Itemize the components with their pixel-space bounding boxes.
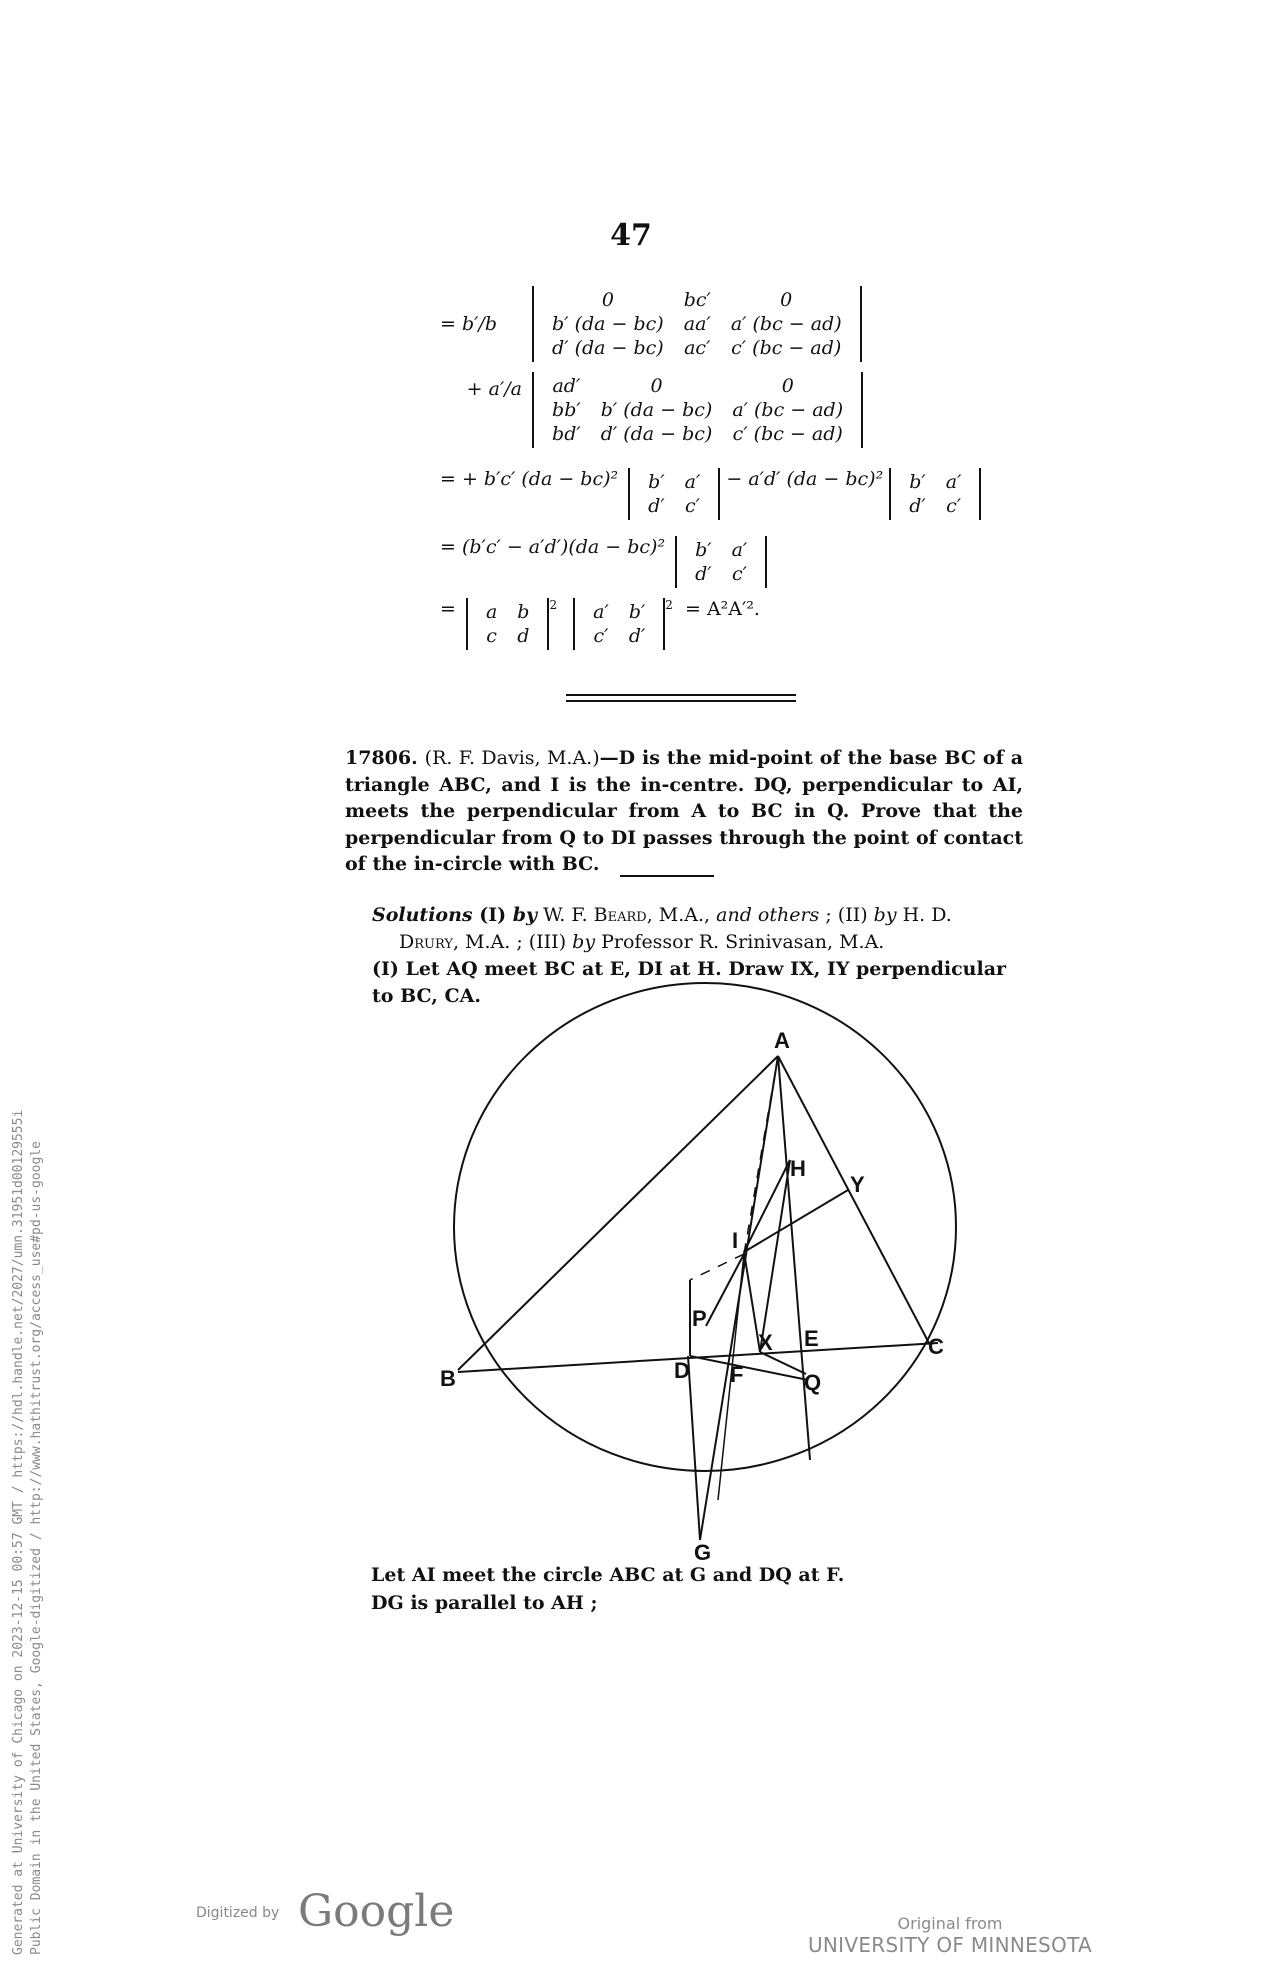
solution-numeral: (I) bbox=[472, 904, 513, 926]
by-word: by bbox=[873, 904, 897, 926]
equation-result: = A²A′². bbox=[684, 598, 760, 620]
label-a: A bbox=[774, 1028, 790, 1053]
matrix-cell: d′ bbox=[909, 495, 926, 517]
matrix-cell: 0 bbox=[601, 289, 614, 311]
matrix-cell: b′ (da − bc) bbox=[552, 313, 664, 335]
label-e: E bbox=[804, 1326, 819, 1351]
solver-name: W. F. Beard, M.A., bbox=[537, 904, 717, 926]
label-p: P bbox=[692, 1306, 707, 1331]
and-others: and others bbox=[716, 904, 820, 926]
matrix-cell: d′ (da − bc) bbox=[600, 423, 713, 445]
solutions-label: Solutions bbox=[372, 904, 473, 926]
equation-prefix: = b′/b bbox=[440, 313, 497, 335]
matrix-cell: 0 bbox=[781, 375, 794, 397]
solution-numeral: ; (II) bbox=[819, 904, 874, 926]
exponent: 2 bbox=[549, 598, 558, 612]
problem-author: (R. F. Davis, M.A.) bbox=[424, 747, 600, 769]
equation-middle-term: − a′d′ (da − bc)² bbox=[726, 468, 884, 490]
matrix-cell: b′ bbox=[628, 601, 646, 623]
side-ac bbox=[778, 1056, 930, 1345]
matrix-cell: a′ bbox=[684, 471, 701, 493]
matrix-cell: c′ bbox=[731, 563, 747, 585]
matrix-cell: c′ bbox=[946, 495, 962, 517]
matrix-cell: c′ bbox=[593, 625, 609, 647]
line-aq bbox=[778, 1056, 810, 1460]
equation-prefix: = + b′c′ (da − bc)² bbox=[440, 468, 619, 490]
original-from-block bbox=[800, 1914, 1100, 1957]
matrix-cell: a′ (bc − ad) bbox=[730, 313, 842, 335]
dashed-line-b bbox=[690, 1254, 744, 1280]
label-g: G bbox=[694, 1540, 712, 1565]
label-y: Y bbox=[850, 1172, 865, 1197]
matrix-cell: ac′ bbox=[684, 337, 711, 359]
closing-line-1: Let AI meet the circle ABC at G and DQ at F. bbox=[371, 1564, 845, 1586]
matrix-cell: b′ (da − bc) bbox=[600, 399, 713, 421]
provenance-stamp bbox=[10, 1110, 46, 1955]
solver-name: Professor R. Srinivasan, M.A. bbox=[595, 931, 885, 953]
equation-prefix: + a′/a bbox=[466, 378, 522, 400]
line-ip bbox=[706, 1254, 744, 1326]
matrix-cell: c′ (bc − ad) bbox=[732, 423, 843, 445]
matrix-cell: d′ (da − bc) bbox=[552, 337, 664, 359]
label-x: X bbox=[758, 1330, 773, 1355]
matrix-cell: b′ bbox=[909, 471, 926, 493]
matrix-cell: bc′ bbox=[683, 289, 711, 311]
line-dg bbox=[688, 1356, 700, 1540]
closing-text bbox=[371, 1561, 1021, 1617]
digitized-by-label: Digitized by bbox=[196, 1905, 280, 1921]
matrix-cell: bd′ bbox=[552, 423, 581, 445]
provenance-line-1: Generated at University of Chicago on 2023-12-15 00:57 GMT / https://hdl.handle.net/2027/umn.31951d00129555i bbox=[11, 1109, 26, 1955]
matrix-cell: 0 bbox=[780, 289, 793, 311]
solution-intro: (I) Let AQ meet BC at E, DI at H. Draw IX, IY perpendicular to BC, CA. bbox=[372, 958, 1007, 1007]
by-word: by bbox=[512, 904, 538, 926]
original-from-label: Original from bbox=[897, 1914, 1003, 1933]
matrix-cell: c bbox=[486, 625, 497, 647]
label-b: B bbox=[440, 1366, 456, 1391]
matrix-cell: a′ (bc − ad) bbox=[732, 399, 844, 421]
by-word: by bbox=[572, 931, 596, 953]
matrix-cell: d′ bbox=[695, 563, 712, 585]
label-f: F bbox=[730, 1362, 744, 1387]
matrix-cell: d′ bbox=[628, 625, 646, 647]
label-h: H bbox=[790, 1156, 806, 1181]
matrix-cell: b′ bbox=[695, 539, 712, 561]
equation-prefix: = (b′c′ − a′d′)(da − bc)² bbox=[440, 536, 666, 558]
label-d: D bbox=[674, 1358, 690, 1383]
matrix-cell: b bbox=[517, 601, 530, 623]
circumcircle bbox=[454, 983, 956, 1471]
page-number: 47 bbox=[610, 218, 652, 253]
matrix-cell: c′ (bc − ad) bbox=[731, 337, 842, 359]
matrix-cell: aa′ bbox=[683, 313, 711, 335]
matrix-cell: a′ bbox=[945, 471, 962, 493]
matrix-cell: d′ bbox=[648, 495, 665, 517]
matrix-cell: bb′ bbox=[552, 399, 581, 421]
matrix-cell: a bbox=[485, 601, 498, 623]
google-logo: Google bbox=[298, 1886, 455, 1937]
exponent: 2 bbox=[665, 598, 673, 612]
matrix-cell: a′ bbox=[593, 601, 609, 623]
solver-name: H. D. bbox=[896, 904, 952, 926]
matrix-cell: 0 bbox=[650, 375, 663, 397]
matrix-cell: a′ bbox=[731, 539, 748, 561]
label-i: I bbox=[732, 1228, 739, 1253]
provenance-line-2: Public Domain in the United States, Google-digitized / http://www.hathitrust.org/access_use#pd-us-google bbox=[29, 1141, 44, 1955]
matrix-cell: b′ bbox=[648, 471, 665, 493]
label-c: C bbox=[928, 1334, 944, 1359]
closing-line-2: DG is parallel to AH ; bbox=[371, 1592, 598, 1614]
side-ab bbox=[458, 1056, 778, 1370]
equation-prefix: = bbox=[440, 598, 456, 620]
label-q: Q bbox=[804, 1370, 822, 1395]
matrix-cell: c′ bbox=[685, 495, 700, 517]
problem-number: 17806. bbox=[345, 747, 418, 769]
problem-text: —D is the mid-point of the base BC of a triangle ABC, and I is the in-centre. DQ, perpendicular to AI, meets the perpendicular from A to BC in Q. Prove that the perpendicular from Q to DI passes through the point of contact of the in-circle with BC. bbox=[345, 747, 1024, 875]
solver-name: Drury, M.A. ; (III) bbox=[399, 931, 573, 953]
institution-name: UNIVERSITY OF MINNESOTA bbox=[807, 1933, 1093, 1957]
matrix-cell: d bbox=[517, 625, 530, 647]
line-dq bbox=[690, 1356, 808, 1380]
matrix-cell: ad′ bbox=[552, 375, 581, 397]
